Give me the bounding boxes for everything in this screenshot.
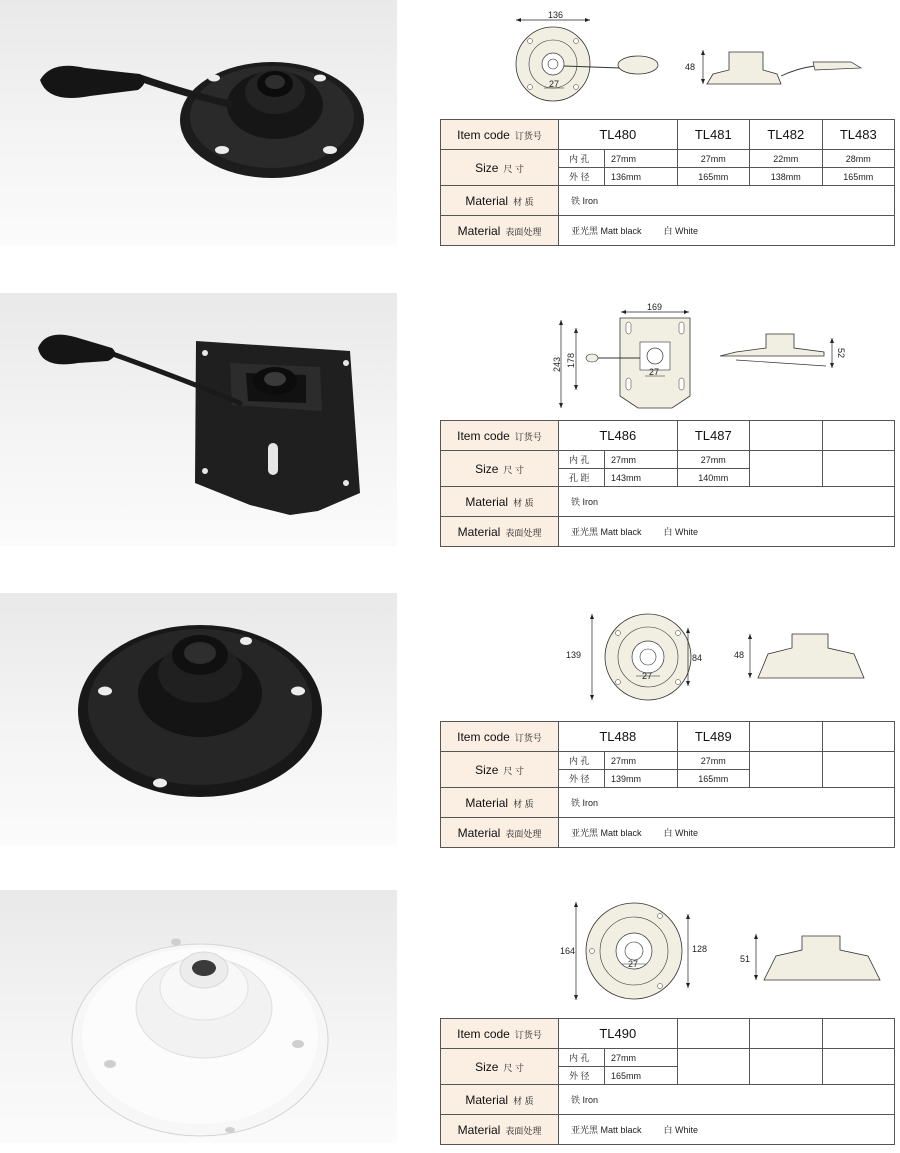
dim-side-height: 52 <box>836 348 846 359</box>
size-sub-label: 外 径 <box>559 770 605 788</box>
size-value: 27mm <box>605 752 678 770</box>
product-photo-tl490 <box>0 890 397 1143</box>
size-value: 27mm <box>677 752 750 770</box>
finish-label: Material 表面处理 <box>441 216 559 246</box>
finish-value: 亚光黑 Matt black 白 White <box>559 517 895 547</box>
size-value: 27mm <box>677 150 750 168</box>
size-sub-label: 内 孔 <box>559 1049 605 1067</box>
top-view-drawing-tl480 <box>508 8 668 103</box>
top-view-drawing-tl490 <box>560 900 720 1004</box>
item-code-cell: TL480 <box>559 120 678 150</box>
item-code-cell <box>822 722 895 752</box>
dim-outer-height: 243 <box>552 356 562 372</box>
item-code-row <box>441 1019 895 1049</box>
dim-hole: 27 <box>642 671 653 681</box>
item-code-cell: TL488 <box>559 722 678 752</box>
material-value: 铁 Iron <box>559 788 895 818</box>
finish-label: Material 表面处理 <box>441 1115 559 1145</box>
material-value: 铁 Iron <box>559 186 895 216</box>
dim-inner-height: 178 <box>566 352 576 368</box>
finish-value: 亚光黑 Matt black 白 White <box>559 1115 895 1145</box>
size-sub-label: 内 孔 <box>559 752 605 770</box>
finish-value: 亚光黑 Matt black 白 White <box>559 216 895 246</box>
material-row <box>441 487 895 517</box>
size-value: 27mm <box>605 1049 678 1067</box>
size-label: Size 尺 寸 <box>441 150 559 186</box>
spec-table-tl490 <box>440 1018 895 1145</box>
side-view-drawing-tl486 <box>716 330 866 374</box>
size-label: Size 尺 寸 <box>441 1049 559 1085</box>
material-label: Material 材 质 <box>441 1085 559 1115</box>
dim-top-width: 136 <box>548 10 564 20</box>
size-sub-label: 外 径 <box>559 168 605 186</box>
size-value: 165mm <box>822 168 895 186</box>
top-view-drawing-tl488 <box>562 606 712 706</box>
size-value: 138mm <box>750 168 823 186</box>
size-value: 140mm <box>677 469 750 487</box>
dim-outer: 139 <box>566 650 582 660</box>
material-label: Material 材 质 <box>441 788 559 818</box>
size-value: 28mm <box>822 150 895 168</box>
item-code-cell: TL482 <box>750 120 823 150</box>
dim-height: 48 <box>685 62 696 72</box>
size-value: 22mm <box>750 150 823 168</box>
side-view-drawing-tl488 <box>734 628 880 684</box>
item-code-cell <box>750 1019 823 1049</box>
material-label: Material 材 质 <box>441 186 559 216</box>
material-row <box>441 186 895 216</box>
item-code-label: Item code 订货号 <box>441 120 559 150</box>
side-view-drawing-tl490 <box>740 928 890 986</box>
size-row-inner <box>441 1049 895 1067</box>
dim-hole: 27 <box>628 959 639 969</box>
spec-table-tl480 <box>440 119 895 246</box>
size-sub-label: 内 孔 <box>559 150 605 168</box>
finish-label: Material 表面处理 <box>441 517 559 547</box>
item-code-cell: TL489 <box>677 722 750 752</box>
item-code-cell: TL486 <box>559 421 678 451</box>
size-label: Size 尺 寸 <box>441 752 559 788</box>
product-photo-tl480 <box>0 0 397 245</box>
item-code-cell: TL487 <box>677 421 750 451</box>
item-code-cell <box>750 722 823 752</box>
finish-value: 亚光黑 Matt black 白 White <box>559 818 895 848</box>
size-value: 165mm <box>677 770 750 788</box>
item-code-cell: TL481 <box>677 120 750 150</box>
size-sub-label: 孔 距 <box>559 469 605 487</box>
finish-row <box>441 517 895 547</box>
size-value: 165mm <box>677 168 750 186</box>
size-value: 143mm <box>605 469 678 487</box>
size-value: 139mm <box>605 770 678 788</box>
spec-table-tl486 <box>440 420 895 547</box>
top-view-drawing-tl486 <box>548 300 708 412</box>
item-code-cell <box>822 421 895 451</box>
item-code-cell <box>822 1019 895 1049</box>
item-code-cell <box>677 1019 750 1049</box>
size-value: 136mm <box>605 168 678 186</box>
size-row-inner <box>441 451 895 469</box>
dim-outer-width: 169 <box>647 302 663 312</box>
finish-label: Material 表面处理 <box>441 818 559 848</box>
product-photo-tl486 <box>0 293 397 546</box>
size-sub-label: 内 孔 <box>559 451 605 469</box>
material-label: Material 材 质 <box>441 487 559 517</box>
side-view-drawing-tl480 <box>683 40 863 90</box>
dim-hole: 27 <box>649 367 660 377</box>
item-code-cell: TL490 <box>559 1019 678 1049</box>
item-code-cell <box>750 421 823 451</box>
product-photo-tl488 <box>0 593 397 845</box>
dim-inner: 128 <box>692 944 708 954</box>
item-code-row <box>441 722 895 752</box>
item-code-cell: TL483 <box>822 120 895 150</box>
size-value: 165mm <box>605 1067 678 1085</box>
item-code-row <box>441 120 895 150</box>
item-code-label: Item code 订货号 <box>441 1019 559 1049</box>
material-row <box>441 788 895 818</box>
dim-height: 51 <box>740 954 751 964</box>
item-code-label: Item code 订货号 <box>441 421 559 451</box>
size-row-inner <box>441 150 895 168</box>
size-label: Size 尺 寸 <box>441 451 559 487</box>
item-code-label: Item code 订货号 <box>441 722 559 752</box>
material-value: 铁 Iron <box>559 487 895 517</box>
size-value: 27mm <box>677 451 750 469</box>
material-value: 铁 Iron <box>559 1085 895 1115</box>
dim-height: 48 <box>734 650 745 660</box>
finish-row <box>441 1115 895 1145</box>
dim-hole: 27 <box>549 79 560 89</box>
size-sub-label: 外 径 <box>559 1067 605 1085</box>
size-value: 27mm <box>605 150 678 168</box>
finish-row <box>441 818 895 848</box>
size-value: 27mm <box>605 451 678 469</box>
item-code-row <box>441 421 895 451</box>
material-row <box>441 1085 895 1115</box>
size-row-inner <box>441 752 895 770</box>
dim-outer: 164 <box>560 946 576 956</box>
spec-table-tl488 <box>440 721 895 848</box>
finish-row <box>441 216 895 246</box>
dim-inner: 84 <box>692 653 703 663</box>
